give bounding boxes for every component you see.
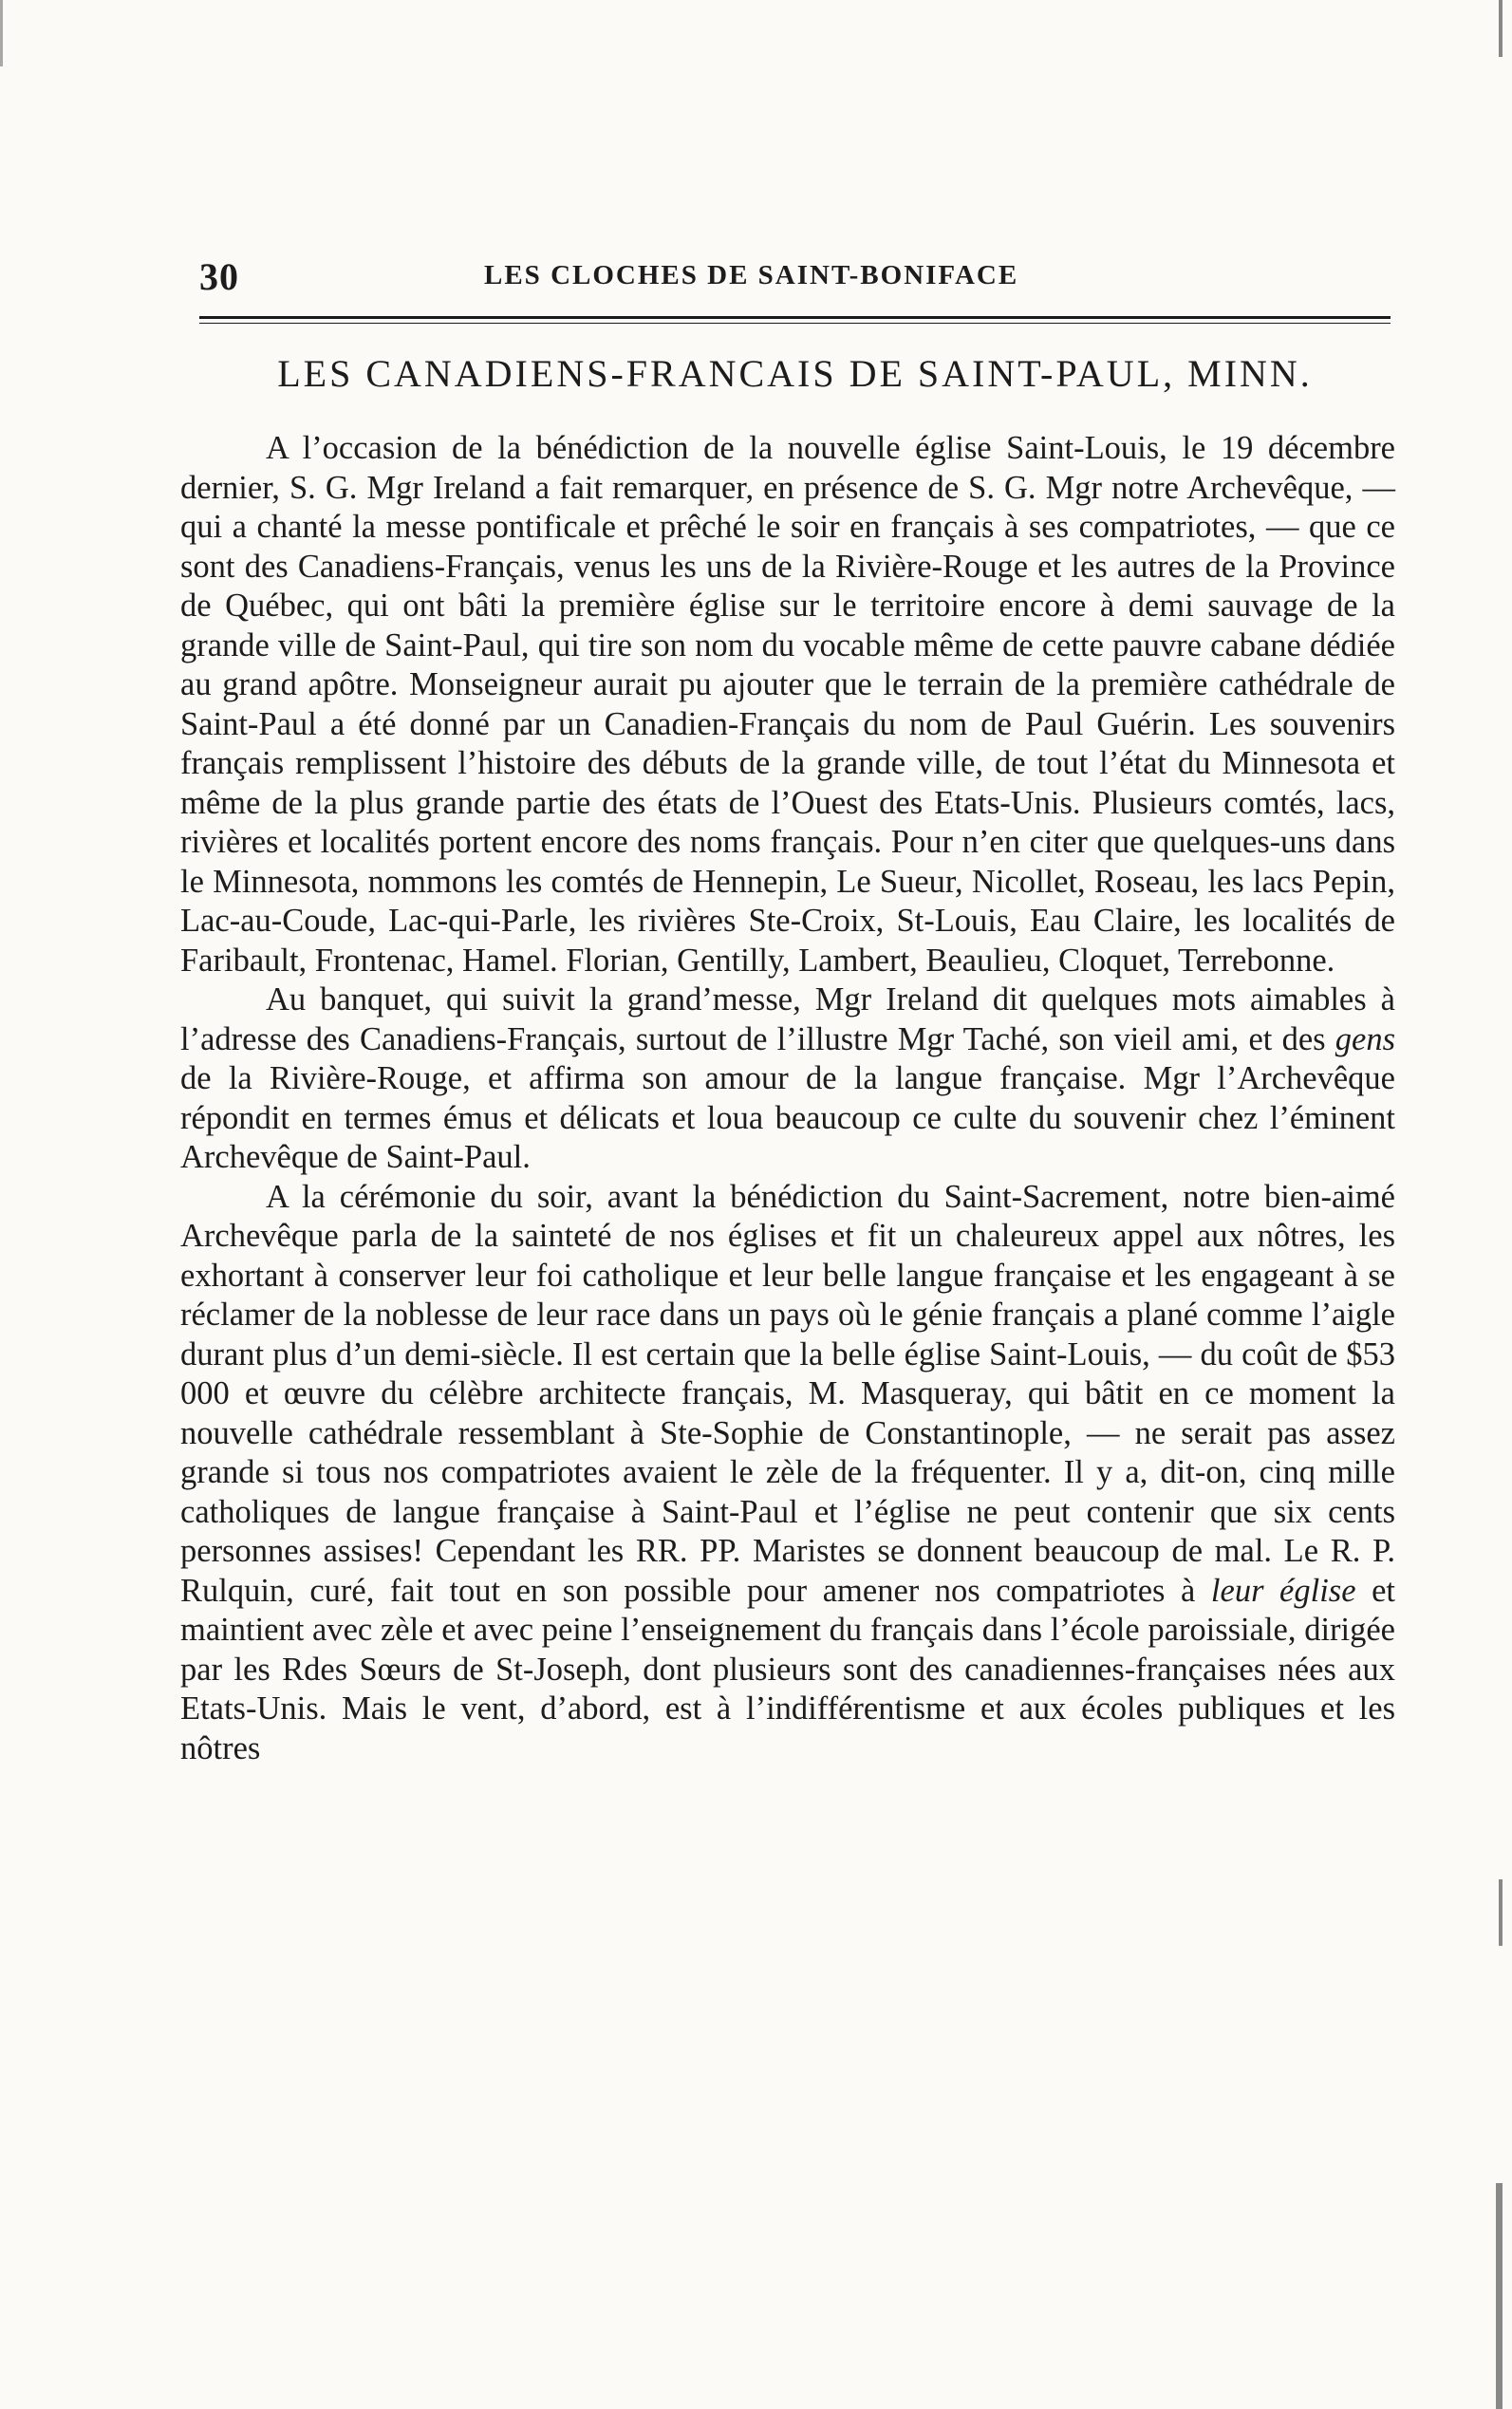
article-title: LES CANADIENS-FRANCAIS DE SAINT-PAUL, MINN. [277,352,1313,395]
paragraph-1-text: A l’occasion de la bénédiction de la nouvelle église Saint-Louis, le 19 décembre dernier, S. G. Mgr Ireland a fait remarquer, en présence de S. G. Mgr notre Archevêque, — qui a chanté la messe pontificale et prêché le soir en français à ses compatriotes, — que ce sont des Canadiens-Français, venus les uns de la Rivière-Rouge et les autres de la Province de Québec, qui ont bâti la première église sur le territoire encore à demi sauvage de la grande ville de Saint-Paul, qui tire son nom du vocable même de cette pauvre cabane dédiée au grand apôtre. Monseigneur aurait pu ajouter que le terrain de la première cathédrale de Saint-Paul a été donné par un Canadien-Français du nom de Paul Guérin. Les souvenirs français remplissent l’histoire des débuts de la grande ville, de tout l’état du Minnesota et même de la plus grande partie des états de l’Ouest des Etats-Unis. Plusieurs comtés, lacs, rivières et localités portent encore des noms français. Pour n’en citer que quelques-uns dans le Minnesota, nommons les comtés de Hennepin, Le Sueur, Nicollet, Roseau, les lacs Pepin, Lac-au-Coude, Lac-qui-Parle, les rivières Ste-Croix, St-Louis, Eau Claire, les localités de Faribault, Frontenac, Hamel. Florian, Gentilly, Lambert, Beaulieu, Cloquet, Terrebonne. [180,430,1395,979]
binding-edge-mark [0,0,10,66]
paragraph-2-text-after: de la Rivière-Rouge, et affirma son amour de la langue française. Mgr l’Archevêque répondit en termes émus et délicats et loua beaucoup ce culte du souvenir chez l’éminent Archevêque de Saint-Paul. [180,1060,1395,1175]
article-body [180,429,1395,1768]
running-title: LES CLOCHES DE SAINT-BONIFACE [484,260,1019,290]
header-rule-thick [199,316,1391,319]
paragraph-2-text-before: Au banquet, qui suivit la grand’messe, Mgr Ireland dit quelques mots aimables à l’adresse des Canadiens-Français, surtout de l’illustre Mgr Taché, son vieil ami, et des [180,981,1395,1057]
paragraph-2-emphasis: gens [1335,1020,1395,1057]
paragraph-2 [180,980,1395,1178]
paragraph-3 [180,1178,1395,1769]
paragraph-3-text-before: A la cérémonie du soir, avant la bénédiction du Saint-Sacrement, notre bien-aimé Archevêque parla de la sainteté de nos églises et fit un chaleureux appel aux nôtres, les exhortant à conserver leur foi catholique et leur belle langue française et les engageant à se réclamer de la noblesse de leur race dans un pays où le génie français a plané comme l’aigle durant plus d’un demi-siècle. Il est certain que la belle église Saint-Louis, — du coût de $53 000 et œuvre du célèbre architecte français, M. Masqueray, qui bâtit en ce moment la nouvelle cathédrale ressemblant à Ste-Sophie de Constantinople, — ne serait pas assez grande si tous nos compatriotes avaient le zèle de la fréquenter. Il y a, dit-on, cinq mille catholiques de langue française à Saint-Paul et l’église ne peut contenir que six cents personnes assises! Cependant les RR. PP. Maristes se donnent beaucoup de mal. Le R. P. Rulquin, curé, fait tout en son possible pour amener nos compatriotes à [180,1178,1395,1609]
header-rule-thin [199,323,1391,324]
page-number: 30 [199,255,239,298]
running-head [199,254,1391,308]
paragraph-3-emphasis: leur église [1210,1572,1356,1609]
paragraph-1 [180,429,1395,980]
page-edge-shadow [1487,0,1508,2409]
paragraph-3-text-after: et maintient avec zèle et avec peine l’enseignement du français dans l’école paroissiale, dirigée par les Rdes Sœurs de St-Joseph, dont plusieurs sont des canadiennes-françaises nées aux Etats-Unis. Mais le vent, d’abord, est à l’indifférentisme et aux écoles publiques et les nôtres [180,1572,1395,1766]
